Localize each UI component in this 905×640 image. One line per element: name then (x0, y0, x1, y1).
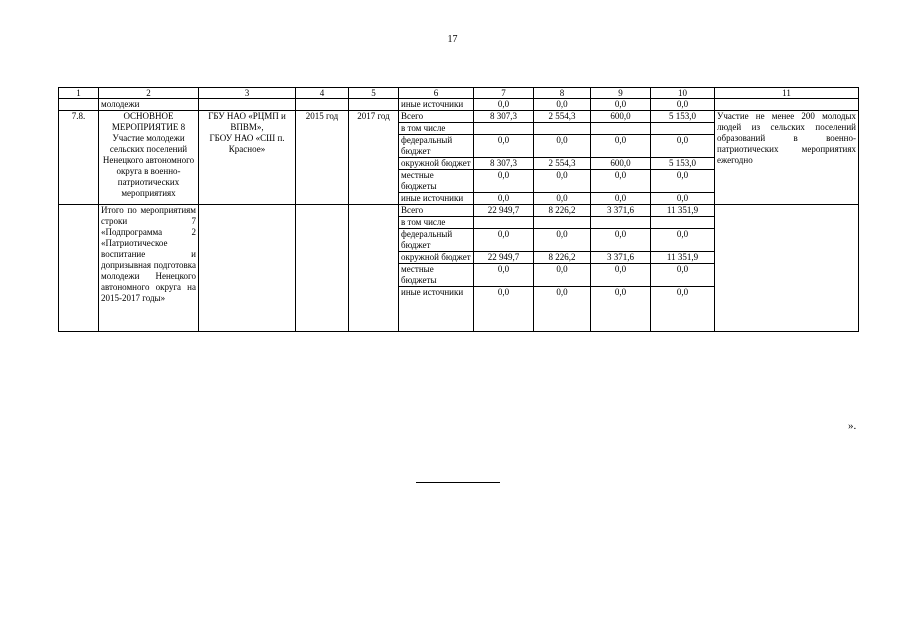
end-year (349, 205, 399, 332)
value-total (474, 217, 534, 229)
header-cell: 3 (199, 88, 296, 99)
funding-source: окружной бюджет (399, 158, 474, 170)
continuation-row (59, 99, 859, 111)
executor (199, 111, 296, 205)
header-cell: 11 (715, 88, 859, 99)
funding-source: в том числе (399, 217, 474, 229)
value-2015: 8 226,2 (534, 205, 591, 217)
row-number (59, 205, 99, 332)
program-table (58, 87, 859, 332)
value-2016: 600,0 (591, 158, 651, 170)
value-2015: 0,0 (534, 193, 591, 205)
activity-description: Участие молодежи сельских поселений Ненецкого автономного округа в военно-патриотических мероприятиях (102, 133, 195, 198)
funding-source: в том числе (399, 123, 474, 135)
start-year (296, 205, 349, 332)
value-2016 (591, 217, 651, 229)
header-cell: 5 (349, 88, 399, 99)
executor-2: ГБОУ НАО «СШ п. Красное» (209, 133, 285, 154)
value-2017: 0,0 (651, 99, 715, 111)
total-row (59, 205, 859, 217)
funding-source: Всего (399, 111, 474, 123)
value-2015: 0,0 (534, 170, 591, 193)
funding-source: Всего (399, 205, 474, 217)
value-2016: 0,0 (591, 135, 651, 158)
header-cell: 2 (99, 88, 199, 99)
activity-title: ОСНОВНОЕ МЕРОПРИЯТИЕ 8 (111, 111, 186, 132)
executor-1: ГБУ НАО «РЦМП и ВПВМ», (208, 111, 286, 132)
funding-source: местные бюджеты (399, 264, 474, 287)
header-cell: 10 (651, 88, 715, 99)
value-2015: 2 554,3 (534, 111, 591, 123)
funding-source: федеральный бюджет (399, 229, 474, 252)
value-2017: 0,0 (651, 229, 715, 252)
value-2016: 600,0 (591, 111, 651, 123)
value-2015 (534, 217, 591, 229)
value-total: 0,0 (474, 287, 534, 332)
total-label: Итого по мероприятиям строки 7 «Подпрограмма 2 «Патриотическое воспитание и допризывная подготовка молодежи Ненецкого автономного округа на 2015-2017 годы» (99, 205, 199, 332)
value-total: 0,0 (474, 229, 534, 252)
value-2015 (534, 123, 591, 135)
row-number: 7.8. (59, 111, 99, 205)
value-2017: 5 153,0 (651, 158, 715, 170)
value-2016 (591, 123, 651, 135)
value-2016: 3 371,6 (591, 205, 651, 217)
header-cell: 8 (534, 88, 591, 99)
value-2017 (651, 217, 715, 229)
funding-source: окружной бюджет (399, 252, 474, 264)
result (715, 99, 859, 111)
value-2017 (651, 123, 715, 135)
header-cell: 9 (591, 88, 651, 99)
value-2017: 0,0 (651, 287, 715, 332)
end-year (349, 99, 399, 111)
value-2015: 2 554,3 (534, 158, 591, 170)
start-year: 2015 год (296, 111, 349, 205)
executor (199, 205, 296, 332)
value-2017: 0,0 (651, 170, 715, 193)
header-cell: 6 (399, 88, 474, 99)
value-2016: 0,0 (591, 264, 651, 287)
value-2017: 11 351,9 (651, 205, 715, 217)
funding-source: федеральный бюджет (399, 135, 474, 158)
value-total: 0,0 (474, 264, 534, 287)
value-2015: 0,0 (534, 264, 591, 287)
value-2016: 3 371,6 (591, 252, 651, 264)
value-2015: 0,0 (534, 99, 591, 111)
funding-source: иные источники (399, 193, 474, 205)
funding-source: иные источники (399, 99, 474, 111)
value-total: 0,0 (474, 99, 534, 111)
value-total: 8 307,3 (474, 158, 534, 170)
value-total: 0,0 (474, 135, 534, 158)
value-2016: 0,0 (591, 99, 651, 111)
value-2015: 0,0 (534, 229, 591, 252)
value-total (474, 123, 534, 135)
value-2016: 0,0 (591, 170, 651, 193)
value-2016: 0,0 (591, 229, 651, 252)
header-row (59, 88, 859, 99)
value-total: 22 949,7 (474, 205, 534, 217)
separator-line (416, 482, 500, 483)
header-cell: 4 (296, 88, 349, 99)
value-total: 0,0 (474, 193, 534, 205)
value-2017: 0,0 (651, 264, 715, 287)
value-2017: 0,0 (651, 135, 715, 158)
activity-name: молодежи (99, 99, 199, 111)
result: Участие не менее 200 молодых людей из сельских поселений образований в военно-патриотических мероприятиях ежегодно (715, 111, 859, 205)
row-number (59, 99, 99, 111)
value-total: 22 949,7 (474, 252, 534, 264)
page-number: 17 (447, 34, 458, 45)
executor (199, 99, 296, 111)
value-2016: 0,0 (591, 287, 651, 332)
value-2015: 0,0 (534, 135, 591, 158)
funding-source: местные бюджеты (399, 170, 474, 193)
value-2017: 11 351,9 (651, 252, 715, 264)
activity-row (59, 111, 859, 123)
header-cell: 1 (59, 88, 99, 99)
end-year: 2017 год (349, 111, 399, 205)
funding-source: иные источники (399, 287, 474, 332)
header-cell: 7 (474, 88, 534, 99)
result (715, 205, 859, 332)
closing-quote: ». (848, 420, 857, 432)
value-total: 8 307,3 (474, 111, 534, 123)
value-2017: 5 153,0 (651, 111, 715, 123)
value-2017: 0,0 (651, 193, 715, 205)
value-total: 0,0 (474, 170, 534, 193)
start-year (296, 99, 349, 111)
value-2016: 0,0 (591, 193, 651, 205)
value-2015: 0,0 (534, 287, 591, 332)
activity-name (99, 111, 199, 205)
value-2015: 8 226,2 (534, 252, 591, 264)
